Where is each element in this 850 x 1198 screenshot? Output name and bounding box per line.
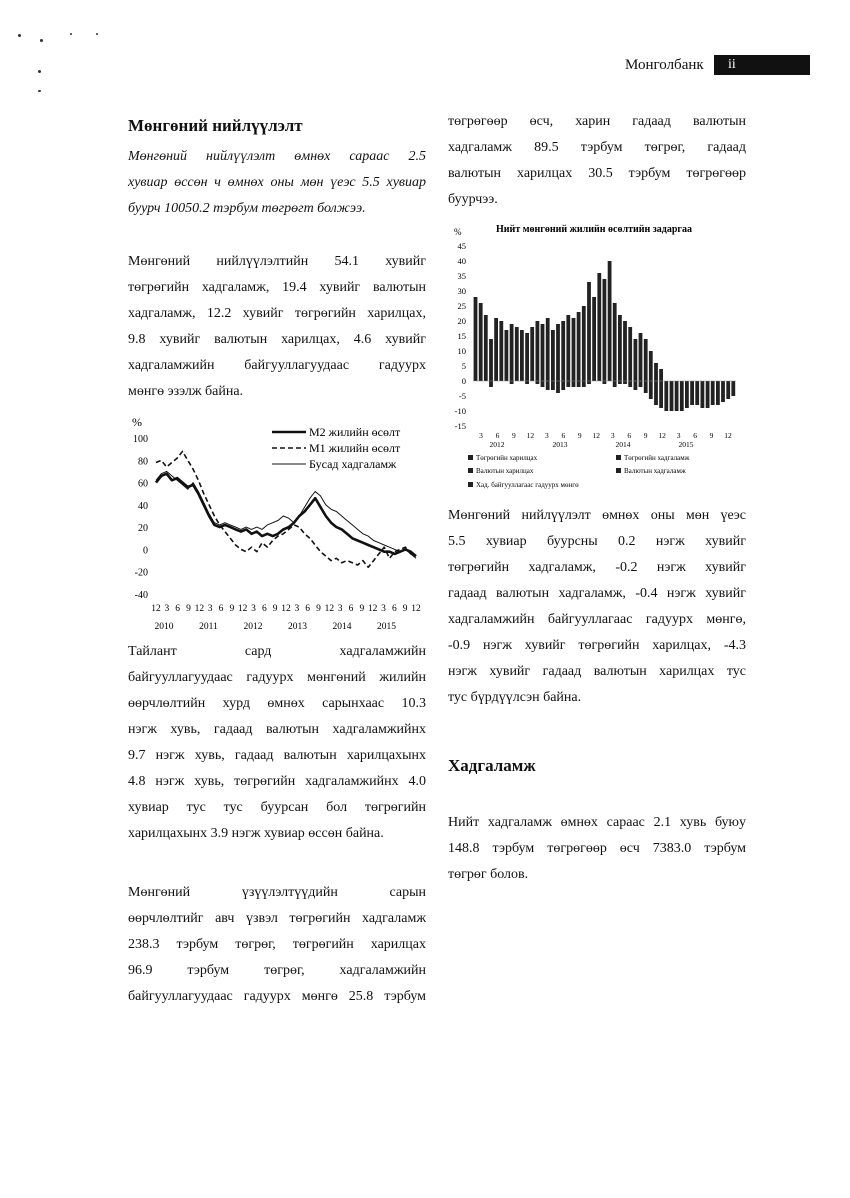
bar	[613, 303, 617, 387]
bar	[572, 318, 576, 387]
bar	[499, 321, 503, 381]
bar	[731, 381, 735, 396]
bar	[489, 339, 493, 387]
section-heading-deposits: Хадгаламж	[448, 756, 536, 775]
bar	[520, 330, 524, 381]
text-line: төгрөгийн хадгаламж, -0.2 нэгж хувийг	[448, 560, 746, 575]
x-tick-label: 12	[411, 604, 421, 614]
y-axis-unit-label: %	[132, 415, 142, 429]
bar	[479, 303, 483, 381]
text-line: 9.8 хувийг валютын харилцах, 4.6 хувийг	[128, 332, 426, 347]
page-number: ii	[728, 57, 736, 72]
x-tick-label: 12	[324, 604, 335, 614]
bar	[536, 321, 540, 384]
text-line: тус бүрдүүлсэн байна.	[448, 690, 582, 705]
x-tick-label: 12	[526, 431, 535, 440]
scan-speck	[96, 33, 98, 35]
bar	[561, 321, 565, 390]
legend-swatch	[468, 482, 473, 487]
bar	[711, 381, 715, 405]
text-line: -0.9 нэгж хувийг төгрөгийн харилцах, -4.3	[448, 638, 746, 653]
y-tick-label: -40	[134, 590, 148, 601]
x-tick-label: 3	[294, 604, 300, 614]
text-line: гадаад валютын хадгаламж, -0.4 нэгж хувийг	[448, 586, 746, 601]
y-tick-label: -10	[454, 406, 466, 416]
paragraph-composition	[128, 249, 426, 405]
x-tick-label: 6	[495, 431, 500, 440]
text-line: байгууллагуудаас гадуурх мөнгө 25.8 тэрбум	[128, 989, 426, 1004]
x-tick-label: 3	[164, 604, 170, 614]
bar	[566, 315, 570, 387]
text-line: мөнгө эзэлж байна.	[128, 384, 244, 399]
x-tick-label: 3	[610, 431, 615, 440]
x-year-label: 2013	[288, 622, 307, 632]
x-tick-label: 3	[544, 431, 549, 440]
lead-paragraph	[128, 144, 426, 222]
text-line: хувиар өссөн ч өмнөх оны мөн үеэс 5.5 хувиар	[128, 175, 426, 190]
text-line: төгрөгийн хадгаламж, 19.4 хувийг валютын	[128, 280, 426, 295]
paragraph-annual-change	[128, 639, 426, 847]
bar	[474, 297, 478, 381]
y-tick-label: 15	[457, 331, 466, 341]
x-tick-label: 9	[186, 604, 191, 614]
text-line: хувиар тус тус буурсан бол төгрөгийн	[128, 800, 426, 815]
legend-label: M2 жилийн өсөлт	[309, 425, 401, 439]
text-line: хадгаламжийн байгууллагаас гадуурх мөнгө,	[448, 612, 746, 627]
y-tick-label: 35	[457, 271, 466, 281]
bar	[716, 381, 720, 405]
x-tick-label: 12	[724, 431, 732, 440]
bar	[623, 321, 627, 384]
y-tick-label: 0	[461, 376, 466, 386]
text-line: нэгж хувь, гадаад валютын хадгаламжийнх	[128, 722, 426, 737]
x-tick-label: 6	[561, 431, 566, 440]
legend-label: Төгрөгийн харилцах	[476, 454, 538, 462]
scan-speck	[18, 34, 21, 37]
bar	[484, 315, 488, 381]
bar	[706, 381, 710, 408]
x-tick-label: 6	[348, 604, 354, 614]
bar	[582, 306, 586, 387]
bar	[525, 333, 529, 384]
x-tick-label: 6	[261, 604, 267, 614]
bar-chart-money-decomposition	[446, 222, 746, 498]
y-tick-label: -15	[454, 421, 466, 431]
text-line: Нийт хадгаламж өмнөх сараас 2.1 хувь буюу	[448, 815, 746, 830]
x-year-label: 2015	[678, 440, 694, 449]
text-line: өөрчлөлтийг авч үзвэл төгрөгийн хадгаламж	[128, 911, 426, 926]
legend-swatch	[616, 468, 621, 473]
text-line: нэгж хувийг гадаад валютын харилцах тус	[448, 664, 746, 679]
x-tick-label: 9	[272, 604, 278, 614]
bar	[695, 381, 699, 405]
y-tick-label: 10	[457, 346, 466, 356]
bar	[546, 318, 550, 390]
scan-speck	[70, 33, 72, 35]
text-line: 148.8 тэрбум төгрөгөөр өсч 7383.0 тэрбум	[448, 841, 746, 856]
x-tick-label: 12	[592, 431, 601, 440]
paragraph-continued	[448, 109, 746, 213]
paragraph-contribution	[448, 503, 746, 711]
scan-speck	[38, 90, 41, 92]
legend-label: Төгрөгийн хадгаламж	[624, 454, 690, 462]
text-line: төгрөгөөр өсч, харин гадаад валютын	[448, 114, 746, 129]
x-tick-label: 9	[316, 604, 321, 614]
x-tick-label: 3	[207, 604, 213, 614]
bar	[664, 381, 668, 411]
text-line: Мөнгөний нийлүүлэлт өмнөх оны мөн үеэс	[448, 508, 746, 523]
x-tick-label: 12	[281, 604, 291, 614]
text-line: 9.7 нэгж хувь, гадаад валютын харилцахынх	[128, 748, 426, 763]
bar	[618, 315, 622, 384]
bar	[690, 381, 694, 405]
y-tick-label: 60	[138, 478, 148, 490]
bar	[685, 381, 689, 408]
y-tick-label: 0	[143, 545, 148, 557]
text-line: Тайлант сард хадгаламжийн	[128, 644, 426, 659]
bar	[587, 282, 591, 384]
paragraph-monthly-change	[128, 880, 426, 1010]
bar	[639, 333, 643, 387]
bar	[494, 318, 498, 381]
y-tick-label: 5	[461, 361, 466, 371]
bar	[577, 312, 581, 387]
y-axis-unit-label: %	[454, 227, 462, 237]
x-tick-label: 3	[676, 431, 681, 440]
text-line: буурчээ.	[448, 192, 498, 207]
x-tick-label: 9	[359, 604, 365, 614]
x-tick-label: 6	[305, 604, 311, 614]
x-tick-label: 12	[151, 604, 161, 614]
bar	[644, 339, 648, 393]
scan-speck	[38, 70, 41, 73]
text-line: төгрөг болов.	[448, 867, 529, 882]
bar	[680, 381, 684, 411]
text-line: хадгаламжийн байгууллагуудаас гадуурх	[128, 358, 426, 373]
x-year-label: 2010	[154, 622, 174, 632]
x-tick-label: 3	[337, 604, 343, 614]
text-line: байгууллагуудаас гадуурх мөнгөний жилийн	[128, 670, 426, 685]
text-line: Мөнгөний нийлүүлэлт өмнөх сараас 2.5	[128, 149, 426, 164]
bar	[515, 327, 519, 381]
x-tick-label: 9	[577, 431, 582, 440]
x-tick-label: 9	[643, 431, 648, 440]
y-tick-label: 40	[138, 500, 148, 512]
x-tick-label: 12	[658, 431, 666, 440]
legend-swatch	[468, 455, 473, 460]
bar	[670, 381, 674, 411]
text-line: 5.5 хувиар буурсны 0.2 нэгж хувийг	[448, 534, 746, 549]
y-tick-label: 20	[138, 523, 148, 535]
text-line: өөрчлөлтийн хурд өмнөх сарынхаас 10.3	[128, 696, 426, 711]
text-line: харилцахынх 3.9 нэгж хувиар өссөн байна.	[128, 826, 384, 841]
x-tick-label: 6	[627, 431, 632, 440]
y-tick-label: -5	[458, 391, 466, 401]
x-year-label: 2015	[377, 622, 396, 632]
x-tick-label: 6	[218, 604, 224, 614]
section-heading-money-supply: Мөнгөний нийлүүлэлт	[128, 116, 303, 135]
chart-title: Нийт мөнгөний жилийн өсөлтийн задаргаа	[496, 224, 692, 235]
header-title: Монголбанк	[625, 57, 704, 73]
x-tick-label: 3	[381, 604, 386, 614]
y-tick-label: -20	[134, 567, 148, 579]
x-tick-label: 9	[709, 431, 714, 440]
bar	[675, 381, 679, 411]
x-year-label: 2011	[199, 622, 218, 632]
x-tick-label: 9	[512, 431, 516, 440]
bar	[510, 324, 514, 384]
y-tick-label: 30	[457, 286, 466, 296]
text-line: 96.9 тэрбум төгрөг, хадгаламжийн	[128, 963, 426, 978]
y-tick-label: 40	[457, 256, 466, 266]
text-line: валютын харилцах 30.5 тэрбум төгрөгөөр	[448, 166, 746, 181]
bar	[726, 381, 730, 399]
bar	[541, 324, 545, 387]
y-tick-label: 25	[457, 301, 466, 311]
x-tick-label: 6	[693, 431, 697, 440]
text-line: 4.8 нэгж хувь, төгрөгийн хадгаламжийнх 4.0	[128, 774, 426, 789]
bar	[649, 351, 653, 399]
text-line: хадгаламж, 12.2 хувийг төгрөгийн харилцах,	[128, 306, 426, 321]
x-tick-label: 9	[229, 604, 235, 614]
scan-speck	[40, 39, 43, 42]
x-year-label: 2014	[332, 622, 352, 632]
bar	[721, 381, 725, 402]
bar	[701, 381, 705, 408]
text-line: 238.3 тэрбум төгрөг, төгрөгийн харилцах	[128, 937, 426, 952]
legend-swatch	[616, 455, 621, 460]
x-tick-label: 3	[479, 431, 483, 440]
text-line: буурч 10050.2 тэрбум төгрөгт болжээ.	[128, 201, 366, 216]
x-tick-label: 12	[367, 604, 378, 614]
x-year-label: 2013	[552, 440, 568, 449]
line-chart-money-growth	[126, 414, 432, 638]
bar	[530, 327, 534, 381]
x-tick-label: 9	[402, 604, 408, 614]
y-tick-label: 20	[457, 316, 466, 326]
series-line-3	[156, 471, 416, 558]
x-tick-label: 12	[194, 604, 205, 614]
bar	[603, 279, 607, 384]
legend-label: Хад. байгууллагаас гадуурх мөнгө	[476, 481, 579, 489]
bar	[634, 339, 638, 390]
x-tick-label: 6	[391, 604, 397, 614]
bar	[592, 297, 596, 381]
x-year-label: 2012	[243, 622, 263, 632]
y-tick-label: 100	[133, 434, 148, 445]
legend-label: M1 жилийн өсөлт	[309, 441, 401, 455]
legend-label: Валютын хадгаламж	[624, 467, 686, 475]
paragraph-deposits	[448, 810, 746, 888]
text-line: Мөнгөний үзүүлэлтүүдийн сарын	[128, 885, 426, 900]
x-tick-label: 12	[237, 604, 248, 614]
bar	[628, 327, 632, 387]
x-year-label: 2014	[615, 440, 631, 449]
text-line: Мөнгөний нийлүүлэлтийн 54.1 хувийг	[128, 254, 426, 269]
y-tick-label: 80	[138, 456, 148, 468]
x-tick-label: 3	[251, 604, 256, 614]
bar	[608, 261, 612, 381]
bar	[556, 324, 560, 393]
x-tick-label: 6	[175, 604, 181, 614]
bar	[654, 363, 658, 405]
legend-label: Валютын харилцах	[476, 467, 534, 475]
bar	[597, 273, 601, 381]
legend-label: Бусад хадгаламж	[309, 457, 397, 471]
y-tick-label: 45	[457, 241, 466, 251]
bar	[659, 369, 663, 408]
bar	[505, 330, 509, 381]
x-year-label: 2012	[489, 440, 505, 449]
text-line: хадгаламж 89.5 тэрбум төгрөг, гадаад	[448, 140, 746, 155]
legend-swatch	[468, 468, 473, 473]
